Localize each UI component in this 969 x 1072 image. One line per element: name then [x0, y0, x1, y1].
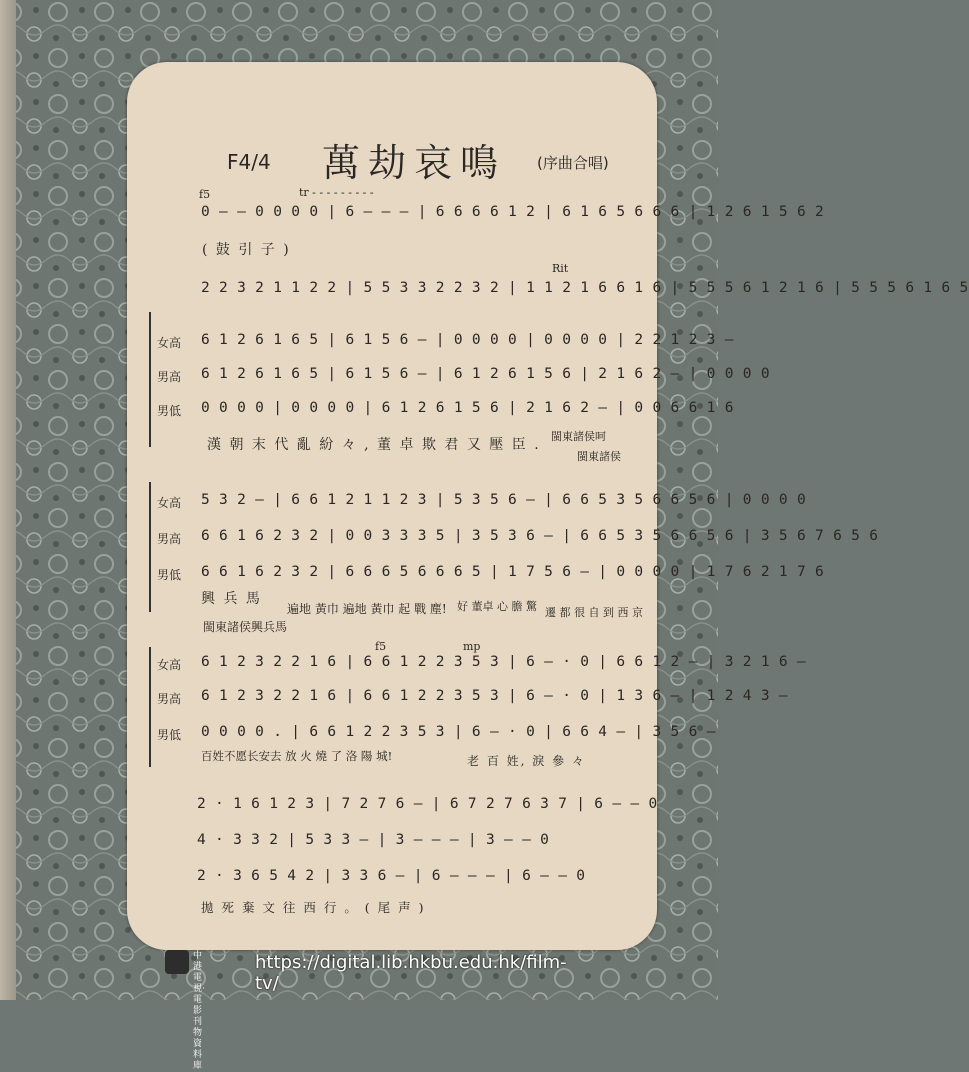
system-bracket	[149, 647, 151, 767]
lyric-line: 百姓不愿长安去 放 火 燒 了 洛 陽 城!	[201, 749, 393, 763]
bass-line: 6 6 1 6 2 3 2 | 6 6 6 5 6 6 6 5 | 1 7 5 6 — | 0 0 0 0 | 1 7 6 2 1 7 6	[201, 564, 825, 580]
voice-label-soprano: 女高	[157, 336, 182, 350]
intro-row-1: 0 — — 0 0 0 0 | 6 — — — | 6 6 6 6 1 2 | 6 1 6 5 6 6 6 | 1 2 6 1 5 6 2	[201, 204, 825, 220]
system-bracket	[149, 482, 151, 612]
voice-line-2: 4 · 3 3 2 | 5 3 3 — | 3 — — — | 3 — — 0	[197, 832, 550, 848]
annotation: 閩東諸侯呵	[551, 430, 606, 443]
voice-line-1: 2 · 1 6 1 2 3 | 7 2 7 6 — | 6 7 2 7 6 3 7 | 6 — — 0	[197, 796, 658, 812]
voice-label-soprano: 女高	[157, 658, 182, 672]
lyric-line: 漢 朝 末 代 亂 紛 々 , 董 卓 欺 君 又 壓 臣 .	[207, 437, 541, 453]
bass-line: 0 0 0 0 . | 6 6 1 2 2 3 5 3 | 6 — · 0 | 6 6 4 — | 3 5 6 —	[201, 724, 716, 740]
lyric-line: 拋 死 棄 文 往 西 行 。 ( 尾 声 )	[201, 900, 426, 915]
voice-label-tenor: 男高	[157, 370, 182, 384]
system-bracket	[149, 312, 151, 447]
lyric-line: 興 兵 馬	[201, 591, 262, 607]
lyric-line: 遷 都 很 自 到 西 京	[545, 606, 643, 619]
lyric-line: 老 百 姓, 淚 參 々	[467, 754, 586, 768]
logo-caption: 中港電視‧電影 刊物資料庫	[193, 951, 205, 1071]
lyric-line: 遍地 黃巾 遍地 黃巾 起 戰 塵!	[287, 602, 447, 616]
trill-mark: tr - - - - - - - - -	[299, 186, 374, 199]
key-signature: F4/4	[227, 150, 271, 174]
voice-label-bass: 男低	[157, 404, 182, 418]
voice-label-tenor: 男高	[157, 532, 182, 546]
lyric-line: 閩東諸侯興兵馬	[203, 620, 288, 634]
annotation: 閩東諸侯	[577, 450, 621, 463]
voice-label-bass: 男低	[157, 728, 182, 742]
voice-label-tenor: 男高	[157, 692, 182, 706]
voice-label-bass: 男低	[157, 568, 182, 582]
film-tv-logo-icon	[165, 950, 189, 974]
tenor-line: 6 1 2 6 1 6 5 | 6 1 5 6 — | 6 1 2 6 1 5 6 | 2 1 6 2 — | 0 0 0 0	[201, 366, 770, 382]
voice-line-3: 2 · 3 6 5 4 2 | 3 3 6 — | 6 — — — | 6 — — 0	[197, 868, 586, 884]
dynamic-mark: f5	[199, 188, 211, 201]
tenor-line: 6 6 1 6 2 3 2 | 0 0 3 3 3 5 | 3 5 3 6 — | 6 6 5 3 5 6 6 5 6 | 3 5 6 7 6 5 6	[201, 528, 879, 544]
source-url: https://digital.lib.hkbu.edu.hk/film-tv/	[255, 952, 567, 994]
rit-mark: Rit	[552, 262, 569, 275]
book-spine	[0, 0, 16, 1000]
tenor-line: 6 1 2 3 2 2 1 6 | 6 6 1 2 2 3 5 3 | 6 — · 0 | 1 3 6 — | 1 2 4 3 —	[201, 688, 788, 704]
song-subtitle: (序曲合唱)	[537, 154, 609, 172]
drum-intro-label: ( 鼓 引 子 )	[202, 242, 291, 258]
lyric-line: 好 董卓 心 膽 驚	[457, 600, 537, 613]
dynamic-mark: f5	[375, 640, 387, 653]
soprano-line: 6 1 2 3 2 2 1 6 | 6 6 1 2 2 3 5 3 | 6 — · 0 | 6 6 1 2 — | 3 2 1 6 —	[201, 654, 806, 670]
bass-line: 0 0 0 0 | 0 0 0 0 | 6 1 2 6 1 5 6 | 2 1 6 2 — | 0 0 6 6 1 6	[201, 400, 734, 416]
score-card	[127, 62, 969, 950]
voice-label-soprano: 女高	[157, 496, 182, 510]
soprano-line: 6 1 2 6 1 6 5 | 6 1 5 6 — | 0 0 0 0 | 0 0 0 0 | 2 2 1 2 3 —	[201, 332, 734, 348]
intro-row-2: 2 2 3 2 1 1 2 2 | 5 5 3 3 2 2 3 2 | 1 1 2 1 6 6 1 6 | 5 5 5 6 1 2 1 6 | 5 5 5 6 1 6 5	[201, 280, 969, 296]
soprano-line: 5 3 2 — | 6 6 1 2 1 1 2 3 | 5 3 5 6 — | 6 6 5 3 5 6 6 5 6 | 0 0 0 0	[201, 492, 806, 508]
song-title: 萬劫哀鳴	[322, 141, 507, 185]
dynamic-mark: mp	[463, 640, 481, 653]
